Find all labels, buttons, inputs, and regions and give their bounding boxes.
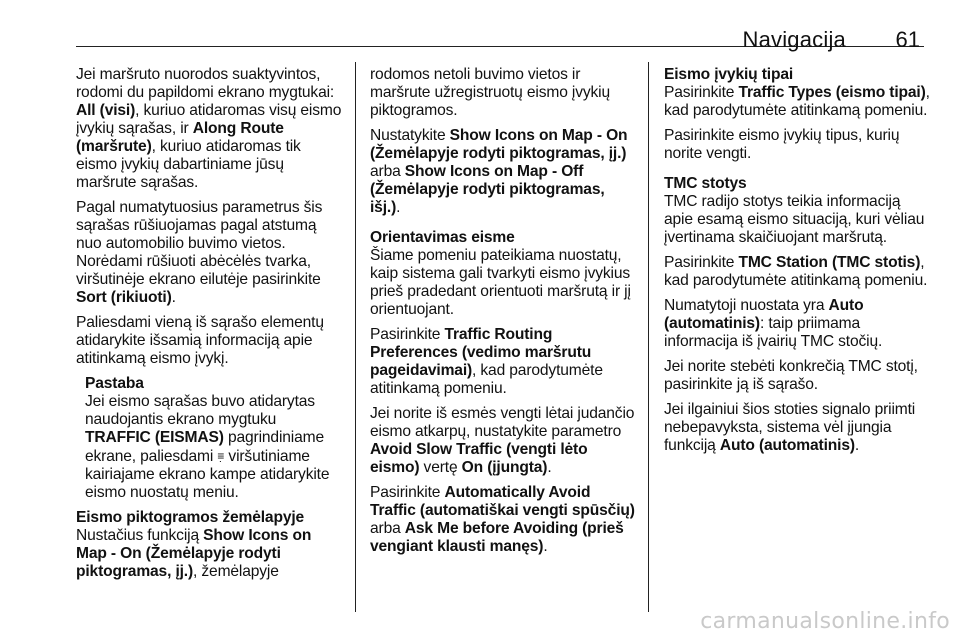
page-header [76, 0, 924, 52]
section-heading: TMC stotys [664, 175, 747, 192]
column-2 [370, 66, 638, 563]
paragraph: Jei norite iš esmės vengti lėtai judančio eismo atkarpų, nustatykite parametro Avoid Slow Traffic (vengti lėto eismo) vertę On (įjungta). [370, 405, 635, 476]
paragraph: Pasirinkite Traffic Types (eismo tipai), kad parodytumėte atitinkamą pomeniu. [664, 84, 930, 119]
paragraph: Pagal numatytuosius parametrus šis sąrašas rūšiuojamas pagal atstumą nuo automobilio buvimo vietos. Norėdami rūšiuoti abėcėlės tvarka, viršutinėje ekrano eilutėje pasirinkite Sort (rikiuoti). [76, 199, 323, 306]
paragraph: Numatytoji nuostata yra Auto (automatinis): taip priimama informacija iš įvairių TMC stočių. [664, 297, 883, 350]
section-heading: Eismo piktogramos žemėlapyje [76, 509, 305, 526]
page-title: Navigacija [742, 27, 846, 52]
column-divider-1 [355, 62, 356, 612]
paragraph: Nustatykite Show Icons on Map - On (Žemėlapyje rodyti piktogramas, įj.) arba Show Icons on Map - Off (Žemėlapyje rodyti piktogramas, išj.). [370, 127, 628, 216]
column-1 [76, 66, 344, 588]
paragraph: TMC radijo stotys teikia informaciją apie esamą eismo situaciją, kuri vėliau įvertinama skaičiuojant maršrutą. [664, 193, 925, 246]
menu-icon: ≡̣ [217, 449, 225, 463]
paragraph: Paliesdami vieną iš sąrašo elementų atidarykite išsamią informaciją apie atitinkamą eismo įvykį. [76, 314, 324, 367]
paragraph: Pasirinkite Traffic Routing Preferences (vedimo maršrutu pageidavimai), kad parodytumėte atitinkamą pomeniu. [370, 326, 603, 397]
page-number: 61 [895, 27, 920, 52]
paragraph: Pasirinkite Automatically Avoid Traffic (automatiškai vengti spūsčių) arba Ask Me before Avoiding (prieš vengiant klausti manęs). [370, 484, 635, 555]
column-divider-2 [648, 62, 649, 612]
note-heading: Pastaba [85, 375, 144, 392]
paragraph: Pasirinkite eismo įvykių tipus, kurių norite vengti. [664, 127, 900, 162]
paragraph: Jei ilgainiui šios stoties signalo priimti nebepavyksta, sistema vėl įjungia funkciją Auto (automatinis). [664, 401, 916, 454]
paragraph: Jei norite stebėti konkrečią TMC stotį, pasirinkite ją iš sąrašo. [664, 358, 918, 393]
note-text: Jei eismo sąrašas buvo atidarytas naudojantis ekrano mygtuku TRAFFIC (EISMAS) pagrindiniame ekrane, paliesdami ≡̣ viršutiniame kairiajame ekrano kampe atidarykite eismo nuostatų meniu. [85, 393, 330, 501]
paragraph: Šiame pomeniu pateikiama nuostatų, kaip sistema gali tvarkyti eismo įvykius prieš pradedant orientuoti maršrutą ir jį orientuojant. [370, 247, 631, 318]
paragraph: rodomos netoli buvimo vietos ir maršrute užregistruotų eismo įvykių piktogramos. [370, 66, 611, 119]
watermark: carmanualsonline.info [700, 609, 950, 634]
section-heading: Eismo įvykių tipai [664, 66, 794, 83]
column-3 [664, 66, 932, 462]
note-box [85, 375, 344, 502]
paragraph: Pasirinkite TMC Station (TMC stotis), kad parodytumėte atitinkamą pomeniu. [664, 254, 928, 289]
paragraph: Nustačius funkciją Show Icons on Map - On (Žemėlapyje rodyti piktogramas, įj.), žemėlapyje [76, 527, 312, 580]
paragraph: Jei maršruto nuorodos suaktyvintos, rodomi du papildomi ekrano mygtukai: All (visi), kuriuo atidaromas visų eismo įvykių sąrašas, ir Along Route (maršrute), kuriuo atidaromas tik eismo įvykių dabartiniame jūsų maršrute sąrašas. [76, 66, 342, 191]
section-heading: Orientavimas eisme [370, 229, 515, 246]
